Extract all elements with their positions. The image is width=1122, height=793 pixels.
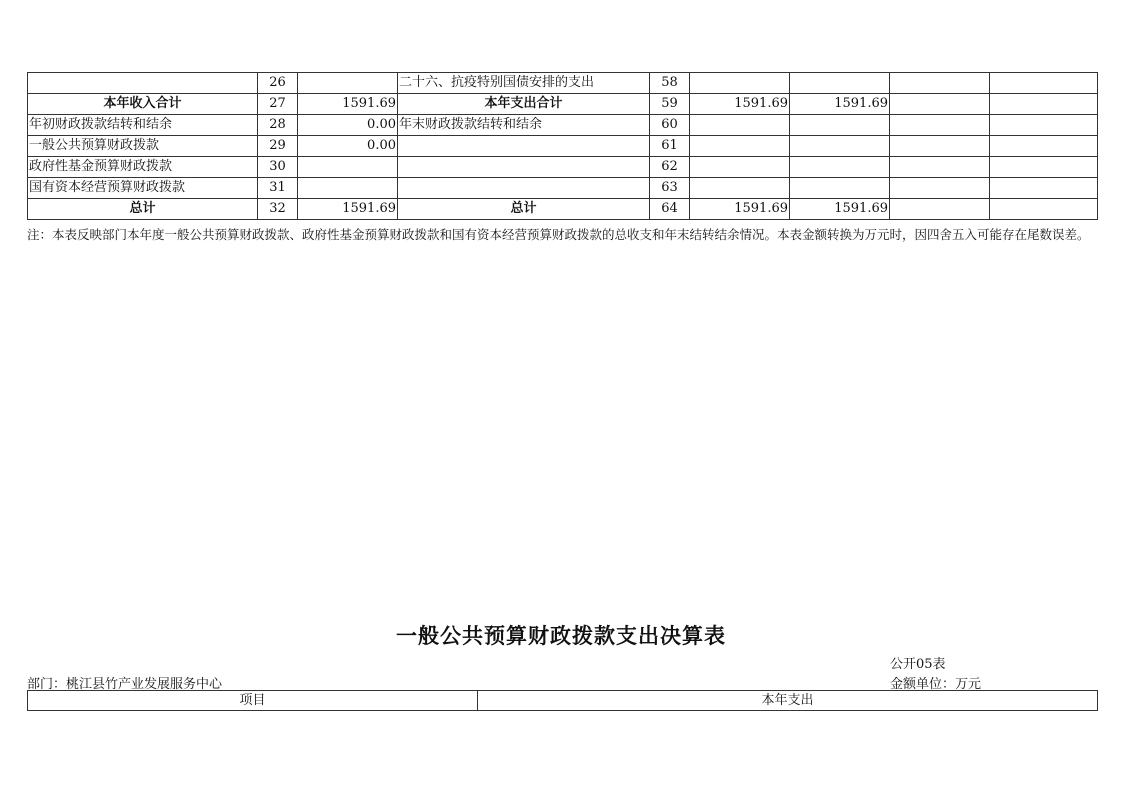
expense-fund-budget-cell	[890, 115, 990, 136]
expense-line-number-cell: 59	[650, 94, 690, 115]
expense-line-number-cell: 64	[650, 199, 690, 220]
expense-fund-budget-cell	[890, 199, 990, 220]
income-amount-cell: 1591.69	[298, 94, 398, 115]
income-item-cell: 政府性基金预算财政拨款	[28, 157, 258, 178]
expense-total-cell: 1591.69	[690, 94, 790, 115]
table-row	[28, 73, 1098, 94]
income-line-number-cell: 26	[258, 73, 298, 94]
table-footnote: 注：本表反映部门本年度一般公共预算财政拨款、政府性基金预算财政拨款和国有资本经营预算财政拨款的总收支和年末结转结余情况。本表金额转换为万元时，因四舍五入可能存在尾数误差。	[27, 227, 1090, 242]
expense-line-number-cell: 58	[650, 73, 690, 94]
table-row	[28, 178, 1098, 199]
income-amount-cell	[298, 157, 398, 178]
income-item-cell: 一般公共预算财政拨款	[28, 136, 258, 157]
expense-line-number-cell: 61	[650, 136, 690, 157]
expense-general-budget-cell	[790, 178, 890, 199]
expenditure-table	[27, 690, 1098, 711]
income-item-cell: 年初财政拨款结转和结余	[28, 115, 258, 136]
income-line-number-cell: 28	[258, 115, 298, 136]
table-row	[28, 115, 1098, 136]
income-line-number-cell: 29	[258, 136, 298, 157]
expense-fund-budget-cell	[890, 178, 990, 199]
expense-capital-budget-cell	[990, 73, 1098, 94]
expense-fund-budget-cell	[890, 73, 990, 94]
expense-item-cell: 总计	[398, 199, 650, 220]
income-amount-cell	[298, 73, 398, 94]
income-item-cell: 总计	[28, 199, 258, 220]
expense-item-cell	[398, 136, 650, 157]
header-item: 项目	[28, 691, 478, 711]
income-amount-cell: 0.00	[298, 136, 398, 157]
expense-capital-budget-cell	[990, 115, 1098, 136]
expense-total-cell	[690, 178, 790, 199]
expense-item-cell: 年末财政拨款结转和结余	[398, 115, 650, 136]
income-item-cell: 国有资本经营预算财政拨款	[28, 178, 258, 199]
expense-capital-budget-cell	[990, 157, 1098, 178]
expense-capital-budget-cell	[990, 94, 1098, 115]
expense-capital-budget-cell	[990, 178, 1098, 199]
expense-general-budget-cell	[790, 136, 890, 157]
expense-general-budget-cell: 1591.69	[790, 94, 890, 115]
expense-line-number-cell: 60	[650, 115, 690, 136]
expense-capital-budget-cell	[990, 199, 1098, 220]
table-row	[28, 136, 1098, 157]
expense-fund-budget-cell	[890, 136, 990, 157]
expense-general-budget-cell	[790, 115, 890, 136]
income-item-cell	[28, 73, 258, 94]
expenditure-header-row	[28, 691, 1098, 711]
page-title: 一般公共预算财政拨款支出决算表	[396, 623, 726, 648]
table-row	[28, 94, 1098, 115]
table-row	[28, 199, 1098, 220]
table-code: 公开05表	[890, 657, 946, 672]
expense-line-number-cell: 63	[650, 178, 690, 199]
income-line-number-cell: 32	[258, 199, 298, 220]
unit-label: 金额单位：万元	[890, 677, 982, 692]
expense-general-budget-cell	[790, 157, 890, 178]
department-label: 部门：桃江县竹产业发展服务中心	[27, 677, 223, 692]
expense-fund-budget-cell	[890, 157, 990, 178]
expense-total-cell	[690, 157, 790, 178]
expense-total-cell: 1591.69	[690, 199, 790, 220]
expense-total-cell	[690, 115, 790, 136]
expense-item-cell	[398, 157, 650, 178]
income-amount-cell	[298, 178, 398, 199]
income-amount-cell: 0.00	[298, 115, 398, 136]
income-item-cell: 本年收入合计	[28, 94, 258, 115]
budget-summary-table	[27, 72, 1098, 220]
table-row	[28, 157, 1098, 178]
expense-line-number-cell: 62	[650, 157, 690, 178]
header-current-year-expense: 本年支出	[478, 691, 1098, 711]
expense-total-cell	[690, 136, 790, 157]
income-line-number-cell: 31	[258, 178, 298, 199]
expense-item-cell: 二十六、抗疫特别国债安排的支出	[398, 73, 650, 94]
expense-item-cell: 本年支出合计	[398, 94, 650, 115]
income-line-number-cell: 27	[258, 94, 298, 115]
expense-capital-budget-cell	[990, 136, 1098, 157]
budget-summary-body	[28, 73, 1098, 220]
expense-general-budget-cell: 1591.69	[790, 199, 890, 220]
expense-general-budget-cell	[790, 73, 890, 94]
income-line-number-cell: 30	[258, 157, 298, 178]
expense-item-cell	[398, 178, 650, 199]
income-amount-cell: 1591.69	[298, 199, 398, 220]
expense-total-cell	[690, 73, 790, 94]
expense-fund-budget-cell	[890, 94, 990, 115]
